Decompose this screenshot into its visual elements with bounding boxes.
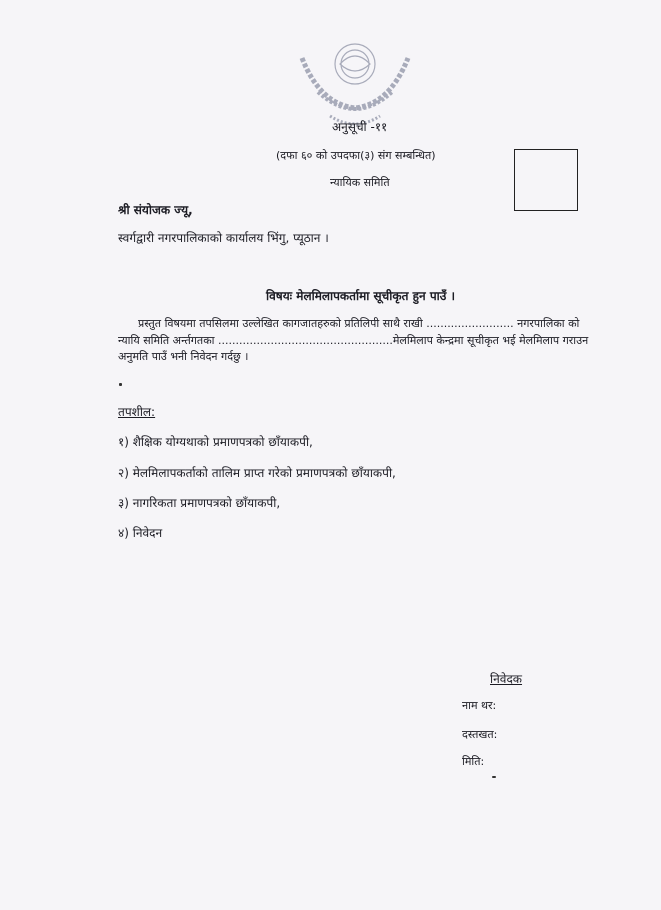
attachment-item: १) शैक्षिक योग्यथाको प्रमाणपत्रको छाँयाकपी, <box>118 435 313 449</box>
body-line-2: न्यायि समिति अर्न्तगतका ..................................................मेलमिलाप केन्द्रमा सूचीकृत भई मेलमिलाप गराउन <box>118 334 589 347</box>
committee-name: न्यायिक समिति <box>330 176 390 189</box>
attachments-heading: तपशील: <box>118 405 156 419</box>
subject-line: विषयः मेलमिलापकर्तामा सूचीकृत हुन पाउँ । <box>266 289 456 303</box>
attachment-item: २) मेलमिलापकर्ताको तालिम प्राप्त गरेको प्रमाणपत्रको छाँयाकपी, <box>118 466 396 480</box>
applicant-signature-label: दस्तखत: <box>462 728 498 741</box>
speck-mark <box>492 776 496 778</box>
schedule-number: अनुसूची -११ <box>332 120 388 134</box>
applicant-heading: निवेदक <box>490 672 523 686</box>
applicant-date-label: मिति: <box>462 755 485 768</box>
recipient-salutation: श्री संयोजक ज्यू, <box>118 203 193 217</box>
photo-box <box>514 149 578 211</box>
applicant-name-label: नाम थर: <box>462 699 497 712</box>
recipient-office: स्वर्गद्वारी नगरपालिकाको कार्यालय भिंगु, प्यूठान । <box>118 231 329 245</box>
speck-mark <box>119 383 122 386</box>
body-line-1: प्रस्तुत विषयमा तपसिलमा उल्लेखित कागजातहरुको प्रतिलिपी साथै राखी ......................... नगरपालिका को <box>138 317 580 330</box>
attachment-item: ३) नागरिकता प्रमाणपत्रको छाँयाकपी, <box>118 496 281 510</box>
body-line-3: अनुमति पाउँ भनी निवेदन गर्दछु । <box>118 350 249 363</box>
attachment-item: ४) निवेदन <box>118 526 163 540</box>
section-reference: (दफा ६० को उपदफा(३) संग सम्बन्धित) <box>276 149 436 162</box>
